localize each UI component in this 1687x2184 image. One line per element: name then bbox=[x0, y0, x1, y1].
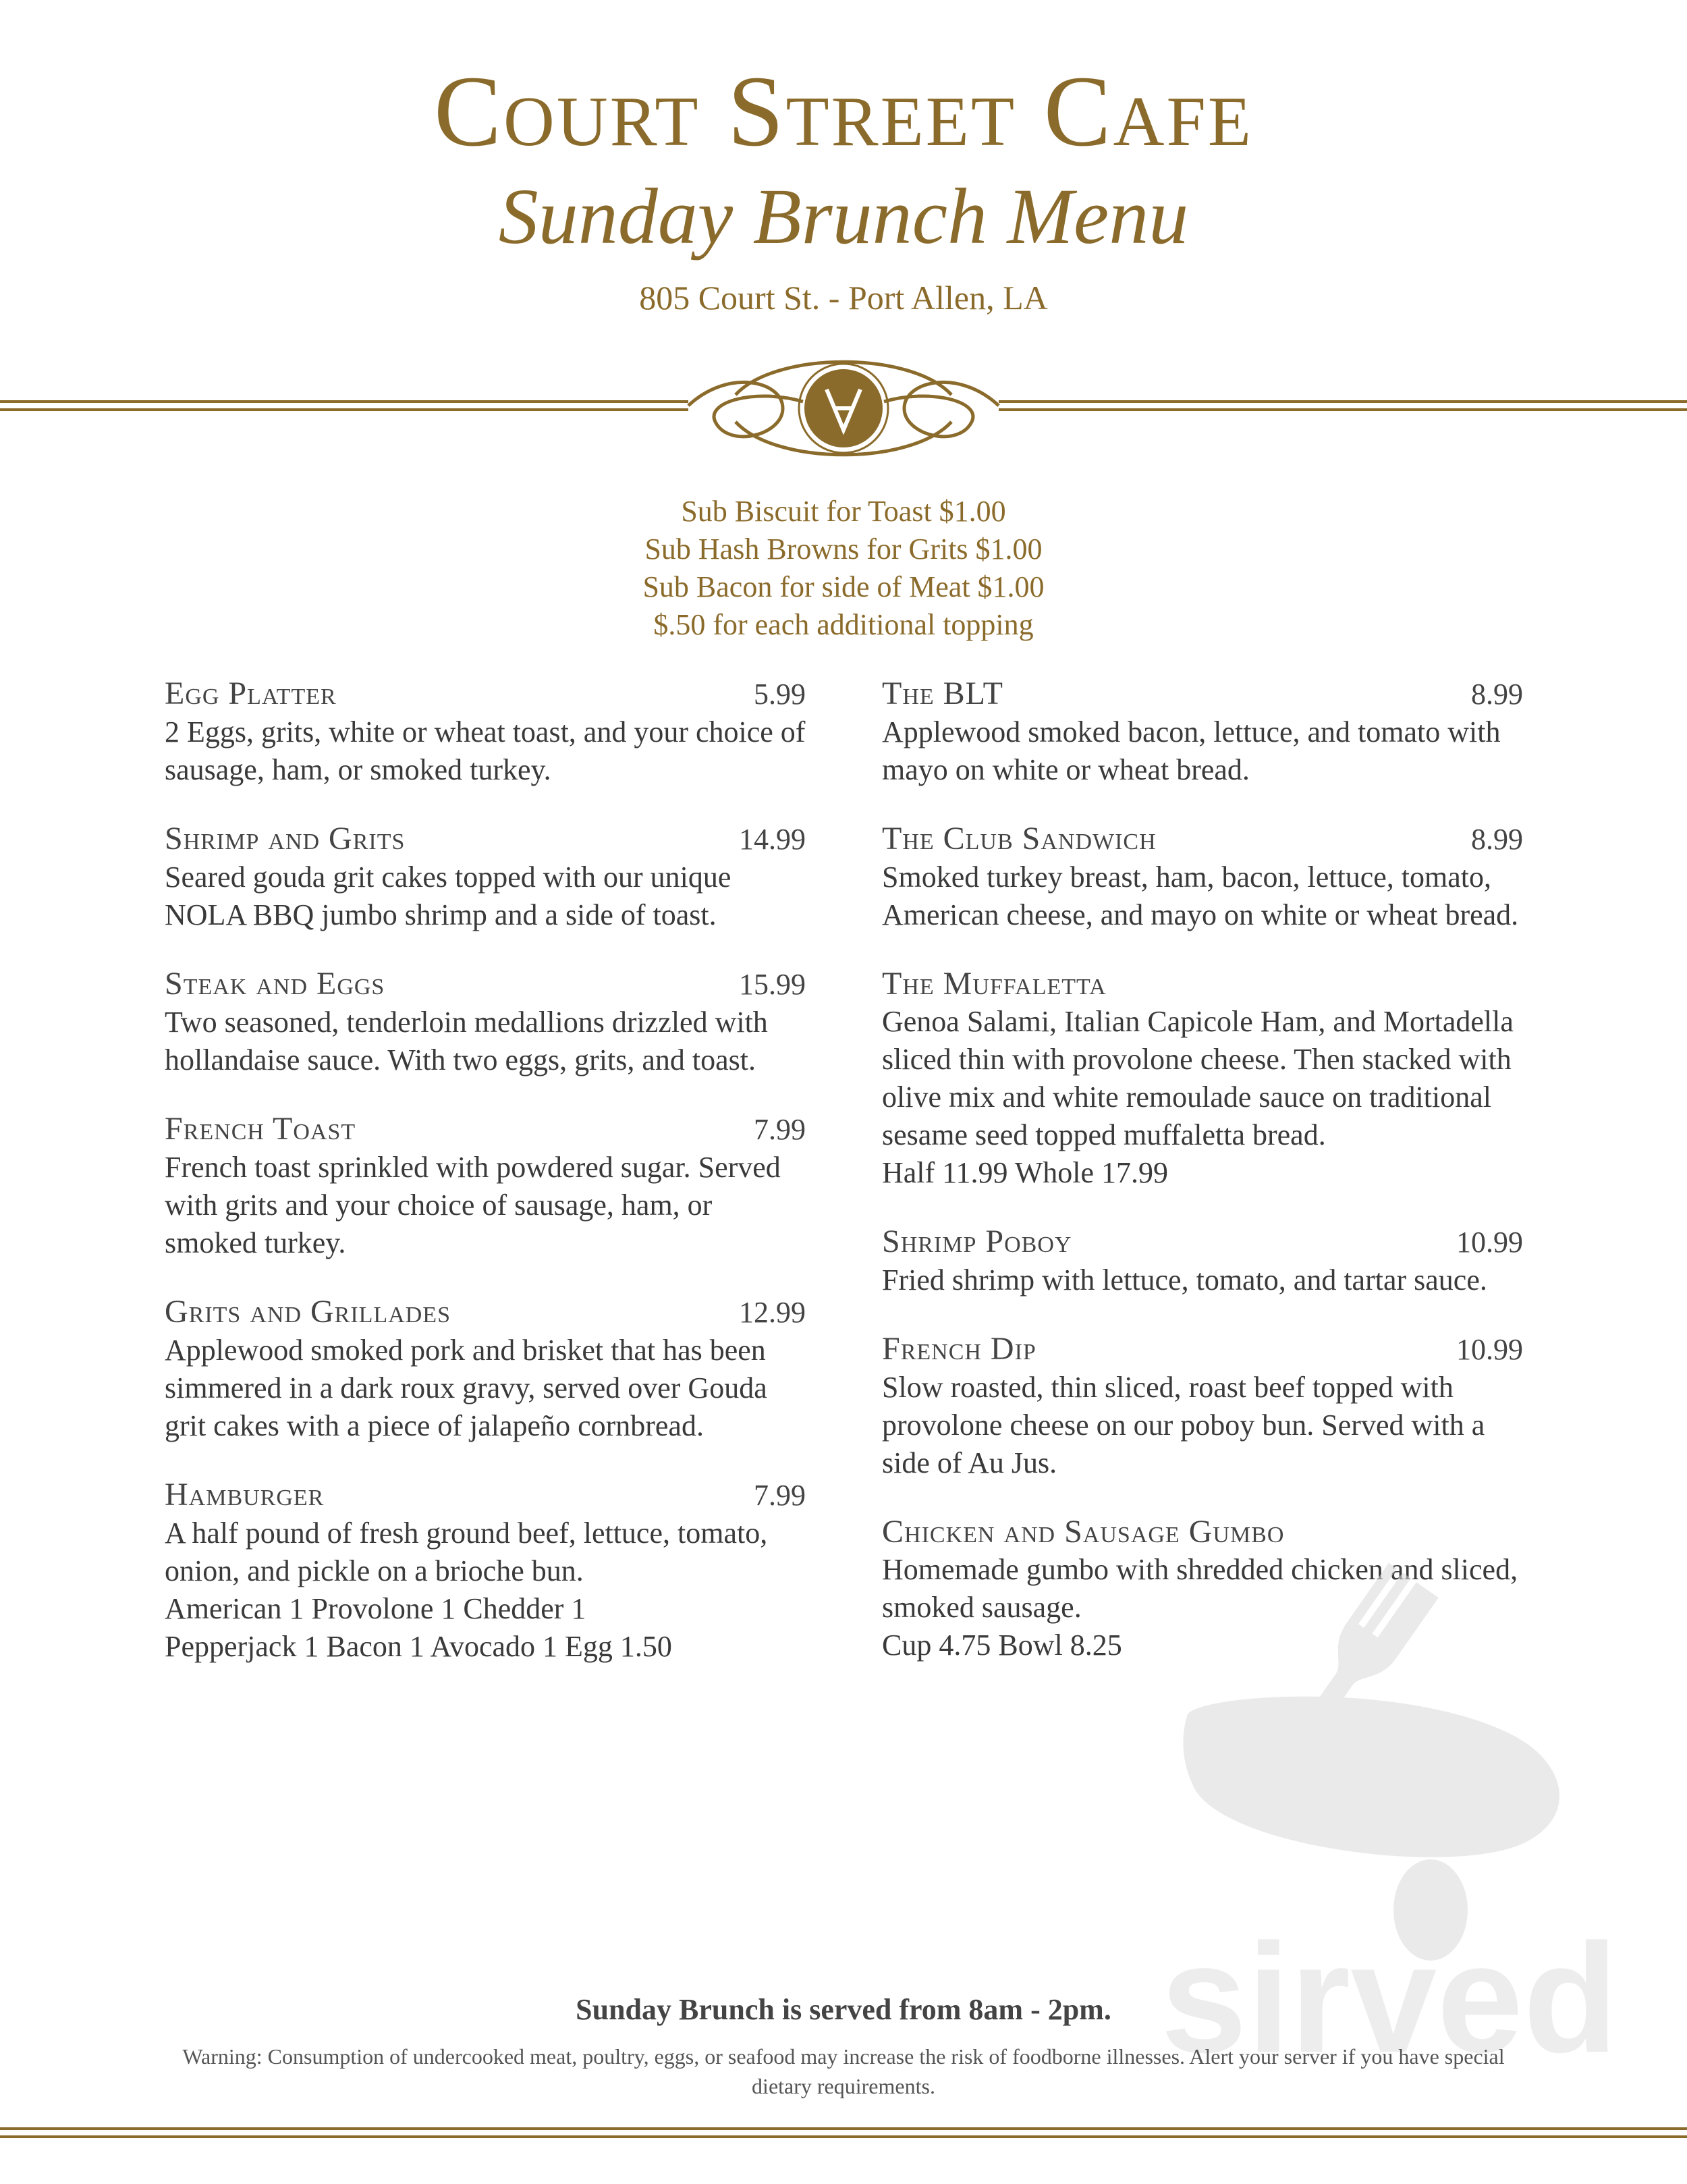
item-description: French toast sprinkled with powdered sugar. Served with grits and your choice of sausage, ham, or smoked turkey. bbox=[165, 1151, 781, 1259]
item-name: Chicken and Sausage Gumbo bbox=[882, 1514, 1285, 1550]
item-name: The BLT bbox=[882, 676, 1003, 711]
menu-item bbox=[882, 965, 1523, 1192]
substitution-line: $.50 for each additional topping bbox=[653, 608, 1034, 641]
item-name: The Club Sandwich bbox=[882, 821, 1157, 856]
restaurant-address: 805 Court St. - Port Allen, LA bbox=[639, 279, 1048, 317]
ornament-divider bbox=[0, 354, 1687, 469]
menu-item bbox=[165, 675, 806, 789]
item-name: French Dip bbox=[882, 1331, 1036, 1367]
item-price: 10.99 bbox=[1456, 1226, 1523, 1259]
menu-item bbox=[165, 1293, 806, 1445]
item-description: A half pound of fresh ground beef, lettuce, tomato, onion, and pickle on a brioche bun. bbox=[165, 1517, 768, 1587]
item-size-prices: Cup 4.75 Bowl 8.25 bbox=[882, 1629, 1122, 1662]
item-description: Seared gouda grit cakes topped with our unique NOLA BBQ jumbo shrimp and a side of toast. bbox=[165, 861, 731, 931]
menu-item bbox=[882, 1330, 1523, 1482]
item-description: Smoked turkey breast, ham, bacon, lettuce, tomato, American cheese, and mayo on white or wheat bread. bbox=[882, 861, 1519, 931]
item-price: 15.99 bbox=[739, 968, 806, 1001]
menu-item bbox=[882, 820, 1523, 934]
item-addon-prices: Pepperjack 1 Bacon 1 Avocado 1 Egg 1.50 bbox=[165, 1630, 672, 1663]
menu-item bbox=[882, 675, 1523, 789]
item-price: 7.99 bbox=[754, 1479, 806, 1512]
substitution-line: Sub Hash Browns for Grits $1.00 bbox=[644, 533, 1043, 566]
bottom-rule bbox=[0, 2127, 1687, 2130]
substitution-line: Sub Biscuit for Toast $1.00 bbox=[681, 495, 1006, 528]
item-price: 10.99 bbox=[1456, 1333, 1523, 1366]
menu-item bbox=[165, 820, 806, 934]
item-name: Steak and Eggs bbox=[165, 966, 385, 1002]
watermark-text: sirved bbox=[1161, 1911, 1618, 2072]
item-price: 5.99 bbox=[754, 678, 806, 711]
item-description: Homemade gumbo with shredded chicken and sliced, smoked sausage. bbox=[882, 1553, 1518, 1624]
item-description: Genoa Salami, Italian Capicole Ham, and Mortadella sliced thin with provolone cheese. Then stacked with olive mix and white remoulade sauce on traditional sesame seed topped muffaletta bread. bbox=[882, 1005, 1514, 1151]
item-size-prices: Half 11.99 Whole 17.99 bbox=[882, 1156, 1169, 1189]
item-price: 12.99 bbox=[739, 1296, 806, 1329]
item-name: French Toast bbox=[165, 1111, 356, 1147]
item-price: 7.99 bbox=[754, 1113, 806, 1146]
substitution-line: Sub Bacon for side of Meat $1.00 bbox=[642, 570, 1045, 603]
item-name: Egg Platter bbox=[165, 676, 337, 711]
menu-item bbox=[165, 965, 806, 1079]
bottom-rule bbox=[0, 2135, 1687, 2138]
substitution-list bbox=[0, 493, 1687, 644]
item-description: Applewood smoked bacon, lettuce, and tomato with mayo on white or wheat bread. bbox=[882, 715, 1501, 786]
item-name: Grits and Grillades bbox=[165, 1294, 451, 1330]
item-description: Two seasoned, tenderloin medallions drizzled with hollandaise sauce. With two eggs, grits, and toast. bbox=[165, 1006, 768, 1076]
menu-item bbox=[882, 1223, 1523, 1299]
menu-item bbox=[165, 1476, 806, 1666]
item-addon-prices: American 1 Provolone 1 Chedder 1 bbox=[165, 1592, 586, 1625]
item-price: 8.99 bbox=[1471, 823, 1523, 856]
menu-subtitle: Sunday Brunch Menu bbox=[498, 172, 1189, 261]
item-price: 8.99 bbox=[1471, 678, 1523, 711]
item-description: Applewood smoked pork and brisket that has been simmered in a dark roux gravy, served over Gouda grit cakes with a piece of jalapeño cornbread. bbox=[165, 1334, 767, 1442]
food-safety-warning: Warning: Consumption of undercooked meat, poultry, eggs, or seafood may increase the risk of foodborne illnesses. Alert your server if you have special dietary requirements. bbox=[182, 2044, 1505, 2098]
sirved-watermark bbox=[1147, 1532, 1660, 2072]
item-name: Shrimp Poboy bbox=[882, 1224, 1072, 1259]
item-description: Slow roasted, thin sliced, roast beef topped with provolone cheese on our poboy bun. Served with a side of Au Jus. bbox=[882, 1371, 1485, 1479]
restaurant-title: Court Street Cafe bbox=[434, 55, 1253, 167]
item-name: The Muffaletta bbox=[882, 966, 1107, 1002]
menu-column-left bbox=[165, 675, 806, 1697]
item-description: Fried shrimp with lettuce, tomato, and tartar sauce. bbox=[882, 1263, 1487, 1296]
item-price: 14.99 bbox=[739, 823, 806, 856]
item-name: Hamburger bbox=[165, 1477, 325, 1512]
menu-item bbox=[165, 1110, 806, 1262]
item-description: 2 Eggs, grits, white or wheat toast, and your choice of sausage, ham, or smoked turkey. bbox=[165, 715, 806, 786]
item-name: Shrimp and Grits bbox=[165, 821, 406, 856]
brunch-hours: Sunday Brunch is served from 8am - 2pm. bbox=[576, 1993, 1111, 2026]
plate-icon bbox=[1183, 1697, 1559, 1857]
